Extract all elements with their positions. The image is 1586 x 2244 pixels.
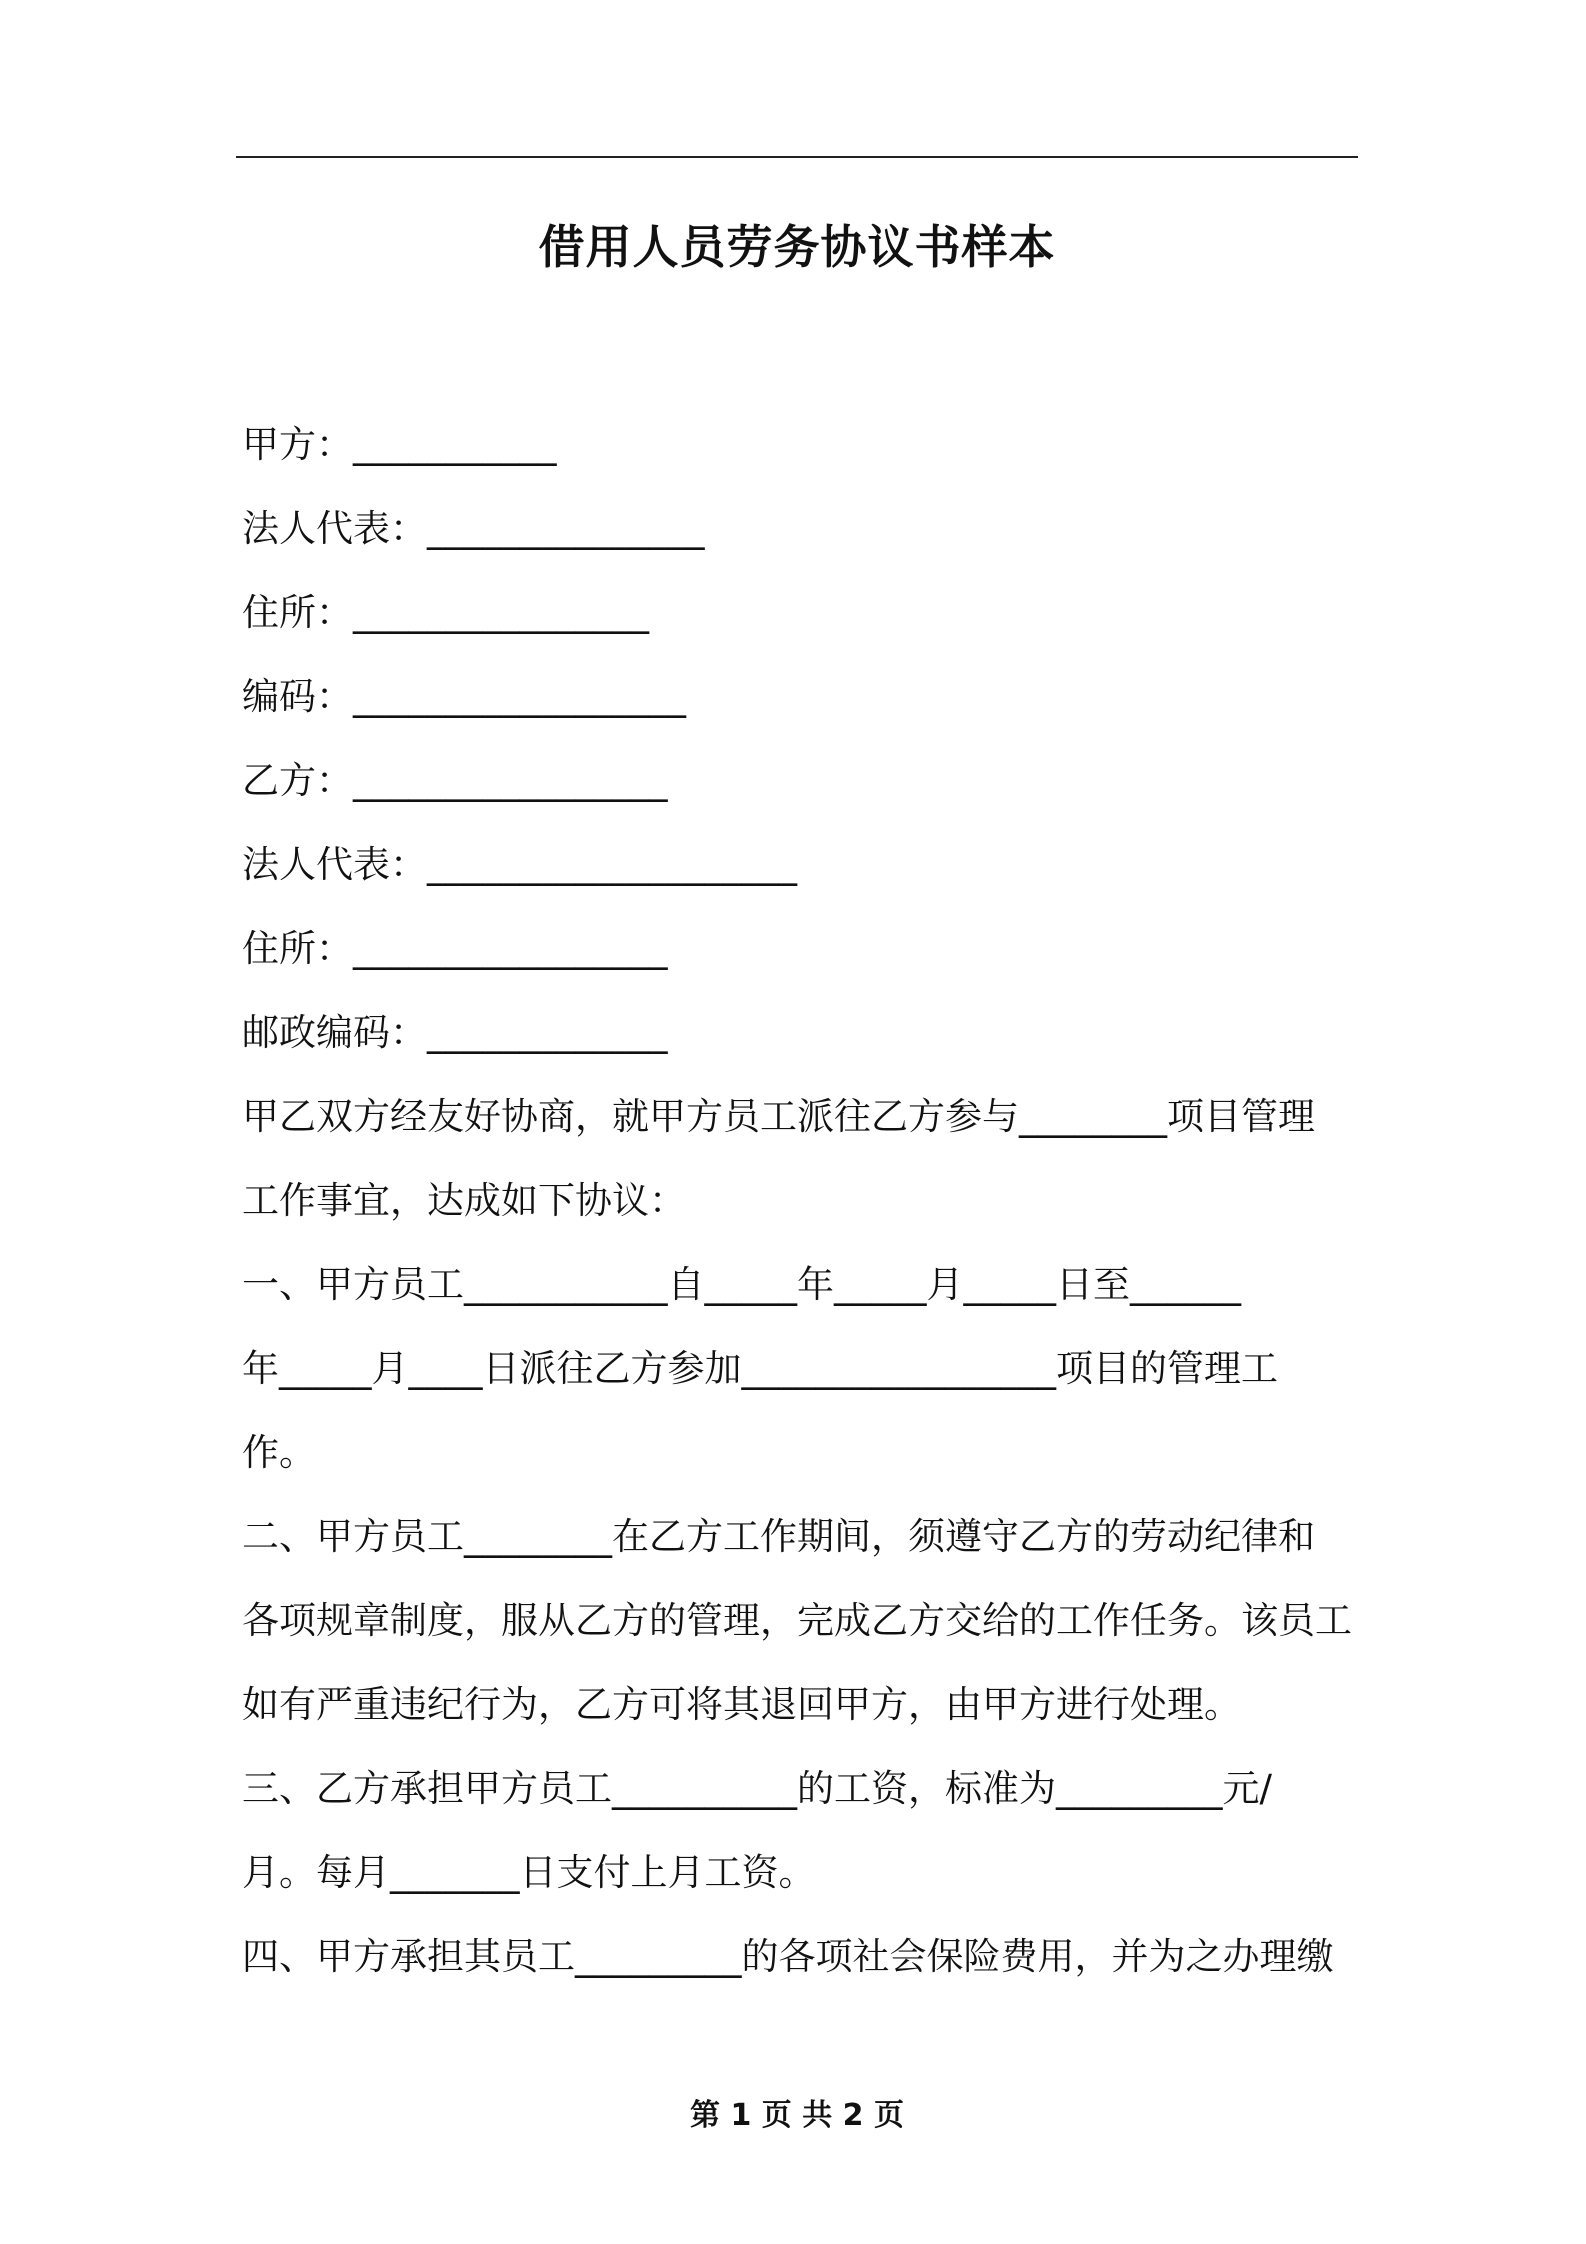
party-b-line: 乙方：_________________ xyxy=(242,759,668,802)
party-a-legal-rep-line: 法人代表：_______________ xyxy=(242,507,705,550)
clause-2-line-3: 如有严重违纪行为，乙方可将其退回甲方，由甲方进行处理。 xyxy=(242,1683,1241,1726)
preamble-line-2: 工作事宜，达成如下协议： xyxy=(242,1179,686,1222)
header-rule xyxy=(236,156,1358,158)
clause-2-line-1: 二、甲方员工________在乙方工作期间，须遵守乙方的劳动纪律和 xyxy=(242,1515,1315,1558)
preamble-line-1: 甲乙双方经友好协商，就甲方员工派往乙方参与________项目管理 xyxy=(242,1095,1315,1138)
clause-3-line-2: 月。每月_______日支付上月工资。 xyxy=(242,1851,816,1894)
party-a-address-line: 住所：________________ xyxy=(242,591,649,634)
party-b-address-line: 住所：_________________ xyxy=(242,927,668,970)
party-b-postcode-line: 邮政编码：_____________ xyxy=(242,1011,668,1054)
party-b-legal-rep-line: 法人代表：____________________ xyxy=(242,843,797,886)
clause-3-line-1: 三、乙方承担甲方员工__________的工资，标准为_________元/ xyxy=(242,1767,1272,1810)
document-body xyxy=(242,403,1358,1999)
clause-2-line-2: 各项规章制度，服从乙方的管理，完成乙方交给的工作任务。该员工 xyxy=(242,1599,1352,1642)
clause-4-line-1: 四、甲方承担其员工_________的各项社会保险费用，并为之办理缴 xyxy=(242,1935,1334,1978)
clause-1-line-3: 作。 xyxy=(242,1431,316,1474)
clause-1-line-1: 一、甲方员工___________自_____年_____月_____日至______ xyxy=(242,1263,1241,1306)
party-a-line: 甲方：___________ xyxy=(242,423,557,466)
document-title: 借用人员劳务协议书样本 xyxy=(538,220,1056,274)
clause-1-line-2: 年_____月____日派往乙方参加_________________项目的管理工 xyxy=(242,1347,1278,1390)
page-footer: 第 1 页 共 2 页 xyxy=(690,2098,904,2133)
party-a-postcode-line: 编码：__________________ xyxy=(242,675,686,718)
